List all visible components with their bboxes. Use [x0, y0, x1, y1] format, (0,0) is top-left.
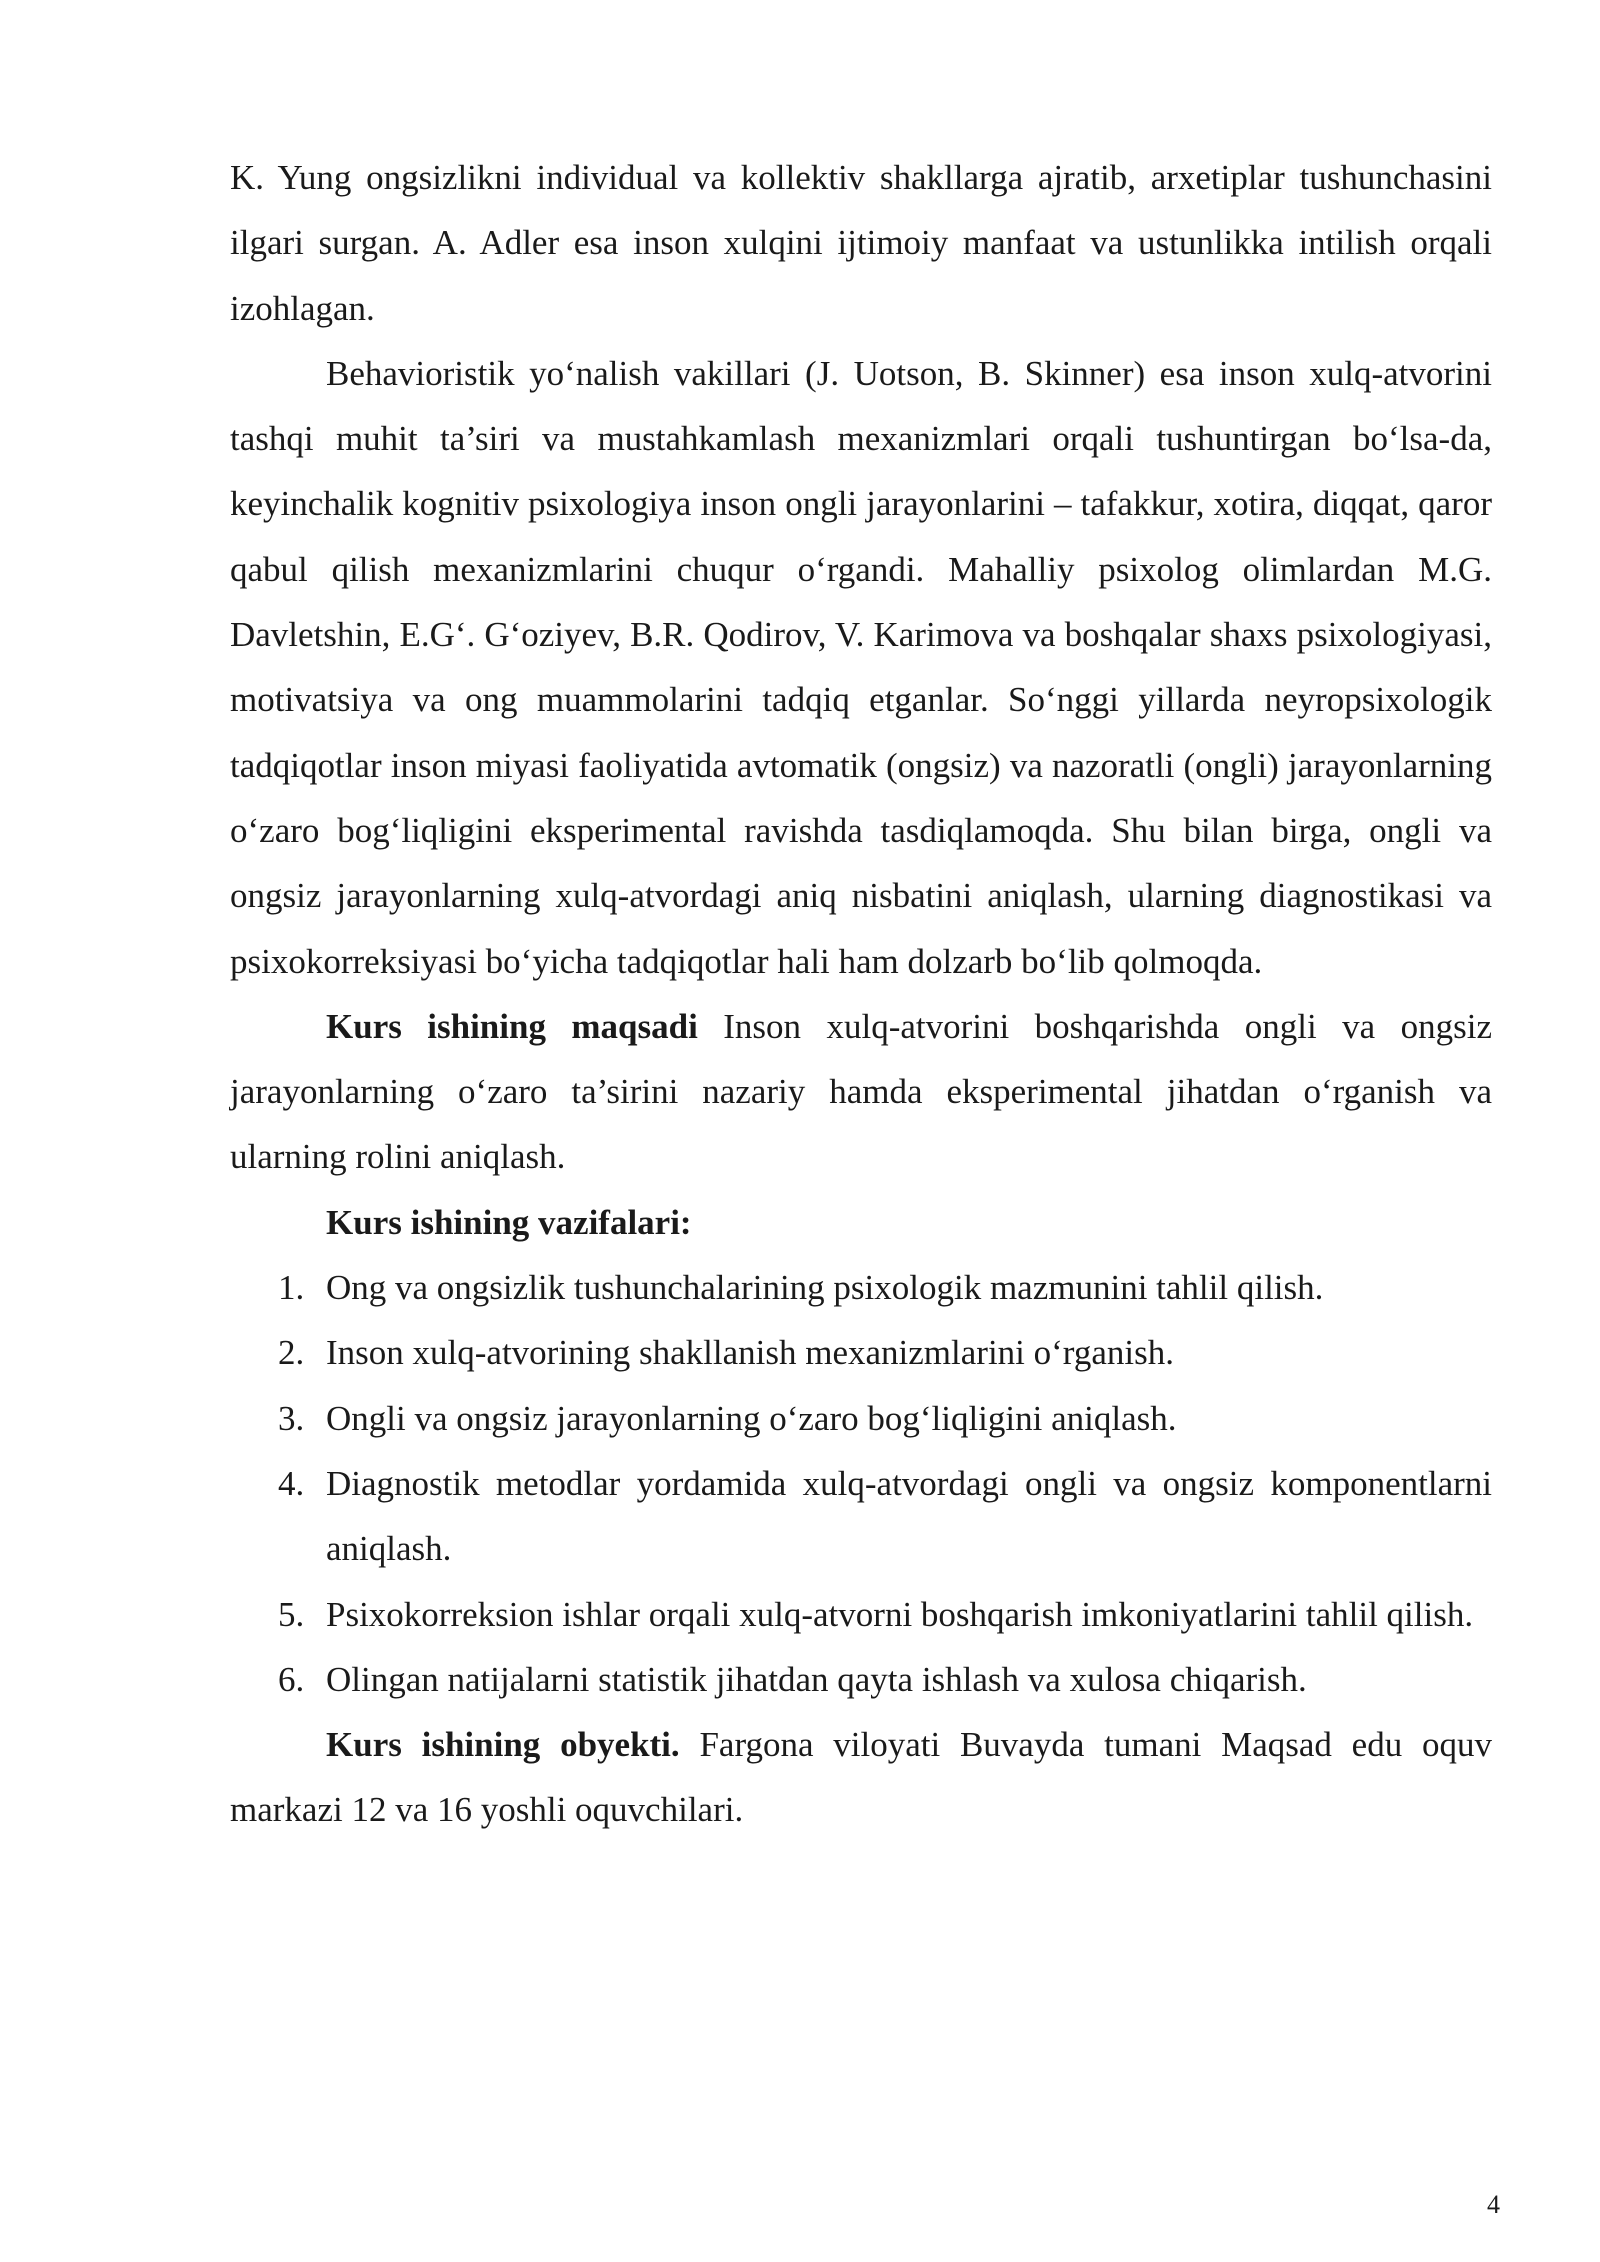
list-item-text: Ongli va ongsiz jarayonlarning o‘zaro bog‘liqligini aniqlash.: [326, 1398, 1177, 1438]
list-item-text: Ong va ongsizlik tushunchalarining psixologik mazmunini tahlil qilish.: [326, 1268, 1324, 1308]
list-item-number: 6.: [278, 1659, 305, 1699]
list-item: [230, 1582, 1492, 1647]
paragraph-behaviorism: Behavioristik yo‘nalish vakillari (J. Uotson, B. Skinner) esa inson xulq-atvorini tashqi muhit ta’siri va mustahkamlash mexanizmlari orqali tushuntirgan bo‘lsa-da, keyinchalik kognitiv psixologiya inson ongli jarayonlarini – tafakkur, xotira, diqqat, qaror qabul qilish mexanizmlarini chuqur o‘rgandi. Mahalliy psixolog olimlardan M.G. Davletshin, E.G‘. G‘oziyev, B.R. Qodirov, V. Karimova va boshqalar shaxs psixologiyasi, motivatsiya va ong muammolarini tadqiq etganlar. So‘nggi yillarda neyropsixologik tadqiqotlar inson miyasi faoliyatida avtomatik (ongsiz) va nazoratli (ongli) jarayonlarning o‘zaro bog‘liqligini eksperimental ravishda tasdiqlamoqda. Shu bilan birga, ongli va ongsiz jarayonlarning xulq-atvordagi aniq nisbatini aniqlash, ularning diagnostikasi va psixokorreksiyasi bo‘yicha tadqiqotlar hali ham dolzarb bo‘lib qolmoqda.: [230, 353, 1492, 981]
list-item: [230, 1320, 1492, 1385]
list-item-number: 2.: [278, 1333, 305, 1373]
list-item: [230, 1255, 1492, 1320]
object-label: Kurs ishining obyekti.: [326, 1725, 680, 1765]
list-item: [230, 1386, 1492, 1451]
list-item: [230, 1647, 1492, 1712]
object-text: Fargona viloyati Buvayda tumani Maqsad edu oquv markazi 12 va 16 yoshli oquvchilari.: [230, 1725, 1492, 1830]
list-item-number: 1.: [278, 1268, 305, 1308]
list-item-text: Inson xulq-atvorining shakllanish mexanizmlarini o‘rganish.: [326, 1333, 1174, 1373]
list-item-text: Diagnostik metodlar yordamida xulq-atvordagi ongli va ongsiz komponentlarni aniqlash.: [326, 1463, 1492, 1569]
tasks-heading: Kurs ishining vazifalari:: [326, 1202, 692, 1242]
paragraph-goal: [230, 994, 1492, 1190]
goal-text: Inson xulq-atvorini boshqarishda ongli va ongsiz jarayonlarning o‘zaro ta’sirini nazariy hamda eksperimental jihatdan o‘rganish va ularning rolini aniqlash.: [230, 1006, 1492, 1177]
list-item-text: Psixokorreksion ishlar orqali xulq-atvorni boshqarish imkoniyatlarini tahlil qilish.: [326, 1594, 1474, 1634]
list-item-number: 5.: [278, 1594, 305, 1634]
paragraph-intro: K. Yung ongsizlikni individual va kollektiv shakllarga ajratib, arxetiplar tushunchasini ilgari surgan. A. Adler esa inson xulqini ijtimoiy manfaat va ustunlikka intilish orqali izohlagan.: [230, 158, 1492, 328]
list-item-text: Olingan natijalarni statistik jihatdan qayta ishlash va xulosa chiqarish.: [326, 1659, 1307, 1699]
goal-label: Kurs ishining maqsadi: [326, 1006, 698, 1046]
document-page: [230, 145, 1492, 1843]
list-item: [230, 1451, 1492, 1582]
paragraph-object: [230, 1712, 1492, 1843]
list-item-number: 3.: [278, 1398, 305, 1438]
page-number: 4: [1487, 2190, 1500, 2219]
list-item-number: 4.: [278, 1463, 305, 1503]
tasks-list: [230, 1255, 1492, 1712]
